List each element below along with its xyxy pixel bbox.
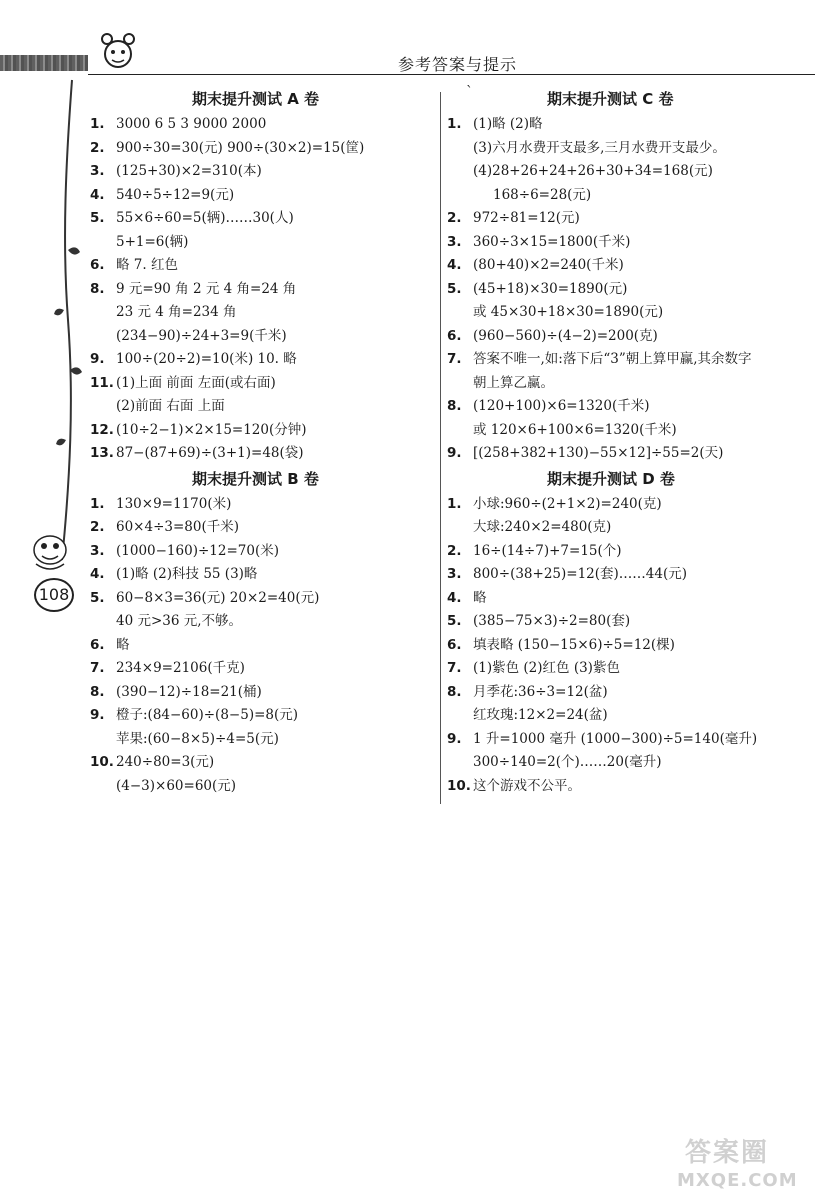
answer-line <box>447 775 807 799</box>
answer-text: 9 元=90 角 2 元 4 角=24 角 <box>116 280 297 297</box>
answer-line <box>90 301 435 325</box>
answer-text: 972÷81=12(元) <box>473 210 580 226</box>
question-number: 3. <box>90 163 105 179</box>
question-number: 1. <box>90 495 105 512</box>
section-a <box>90 86 435 466</box>
answer-text: (4)28+26+24+26+30+34=168(元) <box>473 163 713 179</box>
answer-line <box>447 372 807 396</box>
answer-text: (125+30)×2=310(本) <box>116 163 262 179</box>
answer-line <box>90 587 435 611</box>
question-number: 10. <box>447 777 471 794</box>
answer-line <box>447 563 807 587</box>
question-number: 2. <box>447 210 462 226</box>
answer-text: (45+18)×30=1890(元) <box>473 280 628 297</box>
question-number: 12. <box>90 421 114 438</box>
section-title: 期末提升测试 B 卷 <box>192 469 319 488</box>
answer-line <box>90 160 435 184</box>
answer-line <box>447 704 807 728</box>
answer-text: (10÷2−1)×2×15=120(分钟) <box>116 421 307 438</box>
answer-line <box>90 395 435 419</box>
answer-text: (1)略 (2)科技 55 (3)略 <box>116 566 258 582</box>
answer-line <box>447 540 807 564</box>
question-number: 8. <box>90 280 105 297</box>
question-number: 9. <box>447 730 462 747</box>
answer-line <box>447 231 807 255</box>
answer-text: 月季花:36÷3=12(盆) <box>473 683 608 700</box>
answer-text: (3)六月水费开支最多,三月水费开支最少。 <box>473 139 726 156</box>
answer-text: (1)紫色 (2)红色 (3)紫色 <box>473 660 620 676</box>
column-divider <box>440 92 441 804</box>
answer-text: (120+100)×6=1320(千米) <box>473 398 650 414</box>
answer-line <box>90 516 435 540</box>
answer-text: 略 <box>473 589 487 606</box>
question-number: 4. <box>90 566 105 582</box>
question-number: 4. <box>447 589 462 606</box>
answer-line <box>447 493 807 517</box>
answer-line <box>447 325 807 349</box>
answer-text: 答案不唯一,如:落下后“3”朝上算甲赢,其余数字 <box>473 351 752 367</box>
answer-text: 苹果:(60−8×5)÷4=5(元) <box>116 730 279 747</box>
right-column <box>447 86 807 798</box>
question-number: 2. <box>447 542 462 559</box>
answer-line <box>447 348 807 372</box>
answer-line <box>447 516 807 540</box>
question-number: 5. <box>90 210 105 226</box>
answer-text: (390−12)÷18=21(桶) <box>116 683 262 700</box>
question-number: 11. <box>90 374 114 391</box>
answer-line <box>90 493 435 517</box>
answer-text: 87−(87+69)÷(3+1)=48(袋) <box>116 445 304 461</box>
question-number: 4. <box>90 186 105 203</box>
section-title: 期末提升测试 D 卷 <box>547 469 675 488</box>
answer-text: 略 <box>116 636 130 653</box>
page-number: 108 <box>34 578 74 612</box>
answer-text: 朝上算乙赢。 <box>473 374 554 391</box>
answer-text: 60−8×3=36(元) 20×2=40(元) <box>116 589 320 606</box>
answer-line <box>447 254 807 278</box>
section-title: 期末提升测试 A 卷 <box>192 90 320 108</box>
answer-line <box>90 184 435 208</box>
answer-text: 168÷6=28(元) <box>493 186 592 203</box>
answer-text: 1 升=1000 毫升 (1000−300)÷5=140(毫升) <box>473 730 758 747</box>
watermark-bottom: MXQE.COM <box>677 1170 798 1191</box>
answer-line <box>90 775 435 799</box>
answer-text: 55×6÷60=5(辆)……30(人) <box>116 210 294 226</box>
answer-line <box>90 231 435 255</box>
question-number: 7. <box>90 660 105 676</box>
section-d <box>447 466 807 799</box>
answer-line <box>447 301 807 325</box>
question-number: 13. <box>90 445 114 461</box>
answer-line <box>90 254 435 278</box>
answer-text: 或 45×30+18×30=1890(元) <box>473 304 664 320</box>
question-number: 6. <box>90 257 105 273</box>
answer-line <box>447 610 807 634</box>
answer-line <box>447 657 807 681</box>
answer-text: [(258+382+130)−55×12]÷55=2(天) <box>473 445 724 461</box>
answer-line <box>447 184 807 208</box>
answer-text: 16÷(14÷7)+7=15(个) <box>473 542 622 559</box>
alarm-clock-icon <box>98 30 138 72</box>
answer-text: 800÷(38+25)=12(套)……44(元) <box>473 566 688 582</box>
answer-line <box>447 634 807 658</box>
answer-line <box>90 325 435 349</box>
question-number: 9. <box>90 707 105 723</box>
stray-mark: ˋ <box>466 84 473 100</box>
answer-text: 略 7. 红色 <box>116 257 178 273</box>
answer-text: 3000 6 5 3 9000 2000 <box>116 116 267 132</box>
watermark-top: 答案圈 <box>685 1138 770 1168</box>
answer-line <box>90 634 435 658</box>
question-number: 9. <box>447 445 462 461</box>
answer-line <box>447 278 807 302</box>
question-number: 8. <box>447 683 462 700</box>
answer-line <box>447 160 807 184</box>
answer-line <box>447 207 807 231</box>
answer-line <box>447 751 807 775</box>
answer-text: (385−75×3)÷2=80(套) <box>473 613 631 629</box>
answer-text: 或 120×6+100×6=1320(千米) <box>473 421 677 438</box>
question-number: 9. <box>90 351 105 367</box>
question-number: 2. <box>90 139 105 156</box>
question-number: 8. <box>90 683 105 700</box>
answer-text: 40 元>36 元,不够。 <box>116 613 243 629</box>
vine-decoration-icon <box>0 40 90 620</box>
answer-line <box>90 419 435 443</box>
answer-text: (1000−160)÷12=70(米) <box>116 542 279 559</box>
answer-line <box>447 113 807 137</box>
answer-text: 130×9=1170(米) <box>116 495 232 512</box>
answer-line <box>90 610 435 634</box>
answer-text: 小球:960÷(2+1×2)=240(克) <box>473 495 662 512</box>
answer-text: (1)略 (2)略 <box>473 116 543 132</box>
answer-text: 填表略 (150−15×6)÷5=12(棵) <box>473 636 675 653</box>
left-column <box>90 86 435 798</box>
question-number: 7. <box>447 351 462 367</box>
answer-text: 900÷30=30(元) 900÷(30×2)=15(筐) <box>116 139 365 156</box>
answer-text: (960−560)÷(4−2)=200(克) <box>473 327 658 344</box>
answer-line <box>447 681 807 705</box>
answer-text: (1)上面 前面 左面(或右面) <box>116 374 276 391</box>
answer-line <box>90 207 435 231</box>
question-number: 1. <box>447 495 462 512</box>
answer-line <box>447 419 807 443</box>
section-c <box>447 86 807 466</box>
answer-line <box>90 137 435 161</box>
answer-text: 大球:240×2=480(克) <box>473 519 612 535</box>
question-number: 6. <box>90 636 105 653</box>
answer-line <box>90 657 435 681</box>
answer-text: 红玫瑰:12×2=24(盆) <box>473 707 608 723</box>
answer-line <box>90 704 435 728</box>
question-number: 7. <box>447 660 462 676</box>
answer-line <box>90 348 435 372</box>
section-b <box>90 466 435 799</box>
question-number: 10. <box>90 754 114 770</box>
answer-text: 360÷3×15=1800(千米) <box>473 233 631 250</box>
question-number: 4. <box>447 257 462 273</box>
answer-text: 240÷80=3(元) <box>116 754 215 770</box>
answer-line <box>447 395 807 419</box>
answer-text: 234×9=2106(千克) <box>116 660 245 676</box>
answer-line <box>90 113 435 137</box>
answer-line <box>90 540 435 564</box>
question-number: 5. <box>90 589 105 606</box>
answer-line <box>447 442 807 466</box>
answer-line <box>447 137 807 161</box>
answer-text: (234−90)÷24+3=9(千米) <box>116 327 287 344</box>
answer-line <box>90 681 435 705</box>
answer-line <box>90 278 435 302</box>
question-number: 5. <box>447 613 462 629</box>
question-number: 6. <box>447 327 462 344</box>
answer-line <box>447 587 807 611</box>
question-number: 3. <box>447 566 462 582</box>
answer-line <box>447 728 807 752</box>
answer-text: (2)前面 右面 上面 <box>116 398 225 414</box>
question-number: 1. <box>90 116 105 132</box>
answer-line <box>90 442 435 466</box>
answer-text: 5+1=6(辆) <box>116 233 189 250</box>
answer-line <box>90 372 435 396</box>
answer-text: 300÷140=2(个)……20(毫升) <box>473 754 662 770</box>
question-number: 3. <box>90 542 105 559</box>
answer-text: 23 元 4 角=234 角 <box>116 304 237 320</box>
question-number: 8. <box>447 398 462 414</box>
answer-line <box>90 751 435 775</box>
answer-text: (4−3)×60=60(元) <box>116 777 237 794</box>
answer-text: 这个游戏不公平。 <box>473 777 581 794</box>
question-number: 5. <box>447 280 462 297</box>
question-number: 3. <box>447 233 462 250</box>
question-number: 1. <box>447 116 462 132</box>
question-number: 2. <box>90 519 105 535</box>
watermark-logo <box>657 1136 807 1196</box>
section-title: 期末提升测试 C 卷 <box>547 90 674 108</box>
answer-line <box>90 728 435 752</box>
answer-text: 540÷5÷12=9(元) <box>116 186 235 203</box>
question-number: 6. <box>447 636 462 653</box>
answer-text: 60×4÷3=80(千米) <box>116 519 240 535</box>
answer-text: 橙子:(84−60)÷(8−5)=8(元) <box>116 707 299 723</box>
answer-line <box>90 563 435 587</box>
page-header-title: 参考答案与提示 <box>398 55 518 74</box>
answer-text: (80+40)×2=240(千米) <box>473 257 624 273</box>
answer-text: 100÷(20÷2)=10(米) 10. 略 <box>116 351 297 367</box>
